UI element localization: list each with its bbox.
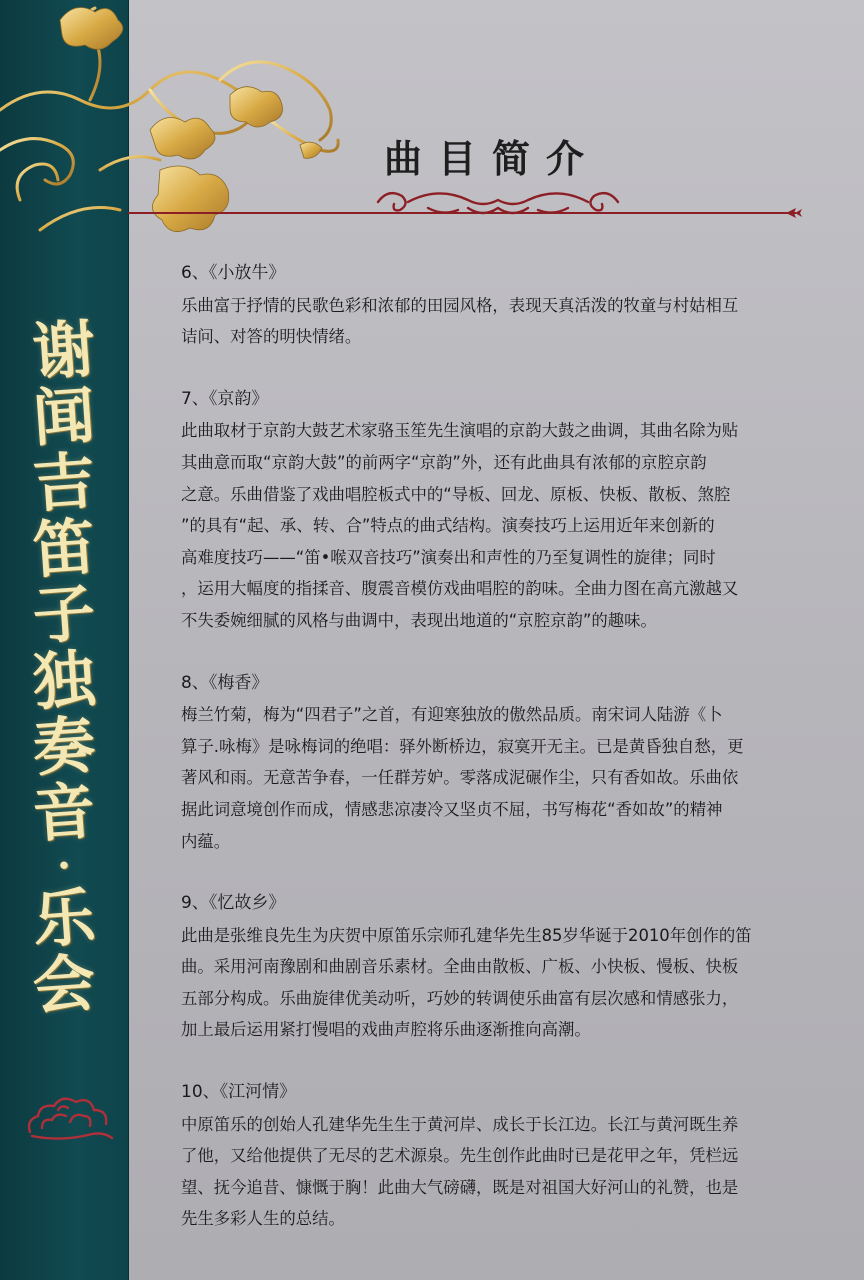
description-line: 望、抚今追昔、慷慨于胸！此曲大气磅礴，既是对祖国大好河山的礼赞，也是 xyxy=(181,1177,739,1197)
item-title: 9、《忆故乡》 xyxy=(181,893,286,914)
auspicious-cloud-icon xyxy=(22,1082,118,1146)
description-line: ，运用大幅度的指揉音、腹震音模仿戏曲唱腔的韵味。全曲力图在高亢激越又 xyxy=(181,579,739,599)
heading-divider xyxy=(128,212,796,214)
description-line: 之意。乐曲借鉴了戏曲唱腔板式中的“导板、回龙、原板、快板、散板、煞腔 xyxy=(181,484,731,504)
description-line: 著风和雨。无意苦争春，一任群芳妒。零落成泥碾作尘，只有香如故。乐曲依 xyxy=(181,768,739,788)
title-character: 谢 xyxy=(30,311,98,390)
arrow-tip-icon xyxy=(786,206,802,220)
program-item xyxy=(181,888,819,1046)
page-title: 曲目简介 xyxy=(383,136,600,181)
description-line: 诘问、对答的明快情绪。 xyxy=(181,327,362,347)
program-item xyxy=(181,668,819,858)
title-character: · xyxy=(55,841,73,890)
title-character: 子 xyxy=(30,575,98,654)
program-notes xyxy=(181,258,819,1266)
title-character: 吉 xyxy=(30,443,98,522)
concert-title-vertical xyxy=(14,311,114,1024)
item-title: 10、《江河情》 xyxy=(181,1082,297,1103)
program-item xyxy=(181,258,819,353)
description-line: 此曲是张维良先生为庆贺中原笛乐宗师孔建华先生85岁华诞于2010年创作的笛 xyxy=(181,925,752,945)
item-title: 8、《梅香》 xyxy=(181,672,269,693)
description-line: ”的具有“起、承、转、合”特点的曲式结构。演奏技巧上运用近年来创新的 xyxy=(181,516,715,536)
description-line: 乐曲富于抒情的民歌色彩和浓郁的田园风格，表现天真活泼的牧童与村姑相互 xyxy=(181,295,739,315)
item-title: 6、《小放牛》 xyxy=(181,263,286,283)
title-character: 独 xyxy=(30,641,98,720)
description-line: 先生多彩人生的总结。 xyxy=(181,1209,345,1229)
description-line: 加上最后运用紧打慢唱的戏曲声腔将乐曲逐渐推向高潮。 xyxy=(181,1020,591,1040)
description-line: 不失委婉细腻的风格与曲调中，表现出地道的“京腔京韵”的趣味。 xyxy=(181,610,657,630)
title-character: 音 xyxy=(30,773,98,852)
title-character: 笛 xyxy=(30,509,98,588)
program-item xyxy=(181,1077,819,1235)
description-line: 此曲取材于京韵大鼓艺术家骆玉笙先生演唱的京韵大鼓之曲调，其曲名除为贴 xyxy=(181,421,739,441)
red-scroll-ornament-icon xyxy=(368,178,628,226)
description-line: 了他，又给他提供了无尽的艺术源泉。先生创作此曲时已是花甲之年，凭栏远 xyxy=(181,1146,739,1166)
description-line: 曲。采用河南豫剧和曲剧音乐素材。全曲由散板、广板、小快板、慢板、快板 xyxy=(181,957,739,977)
title-character: 闻 xyxy=(30,377,98,456)
description-line: 五部分构成。乐曲旋律优美动听，巧妙的转调使乐曲富有层次感和情感张力， xyxy=(181,988,739,1008)
title-character: 会 xyxy=(30,945,98,1024)
description-line: 算子.咏梅》是咏梅词的绝唱：驿外断桥边，寂寞开无主。已是黄昏独自愁，更 xyxy=(181,736,744,756)
description-line: 中原笛乐的创始人孔建华先生生于黄河岸、成长于长江边。长江与黄河既生养 xyxy=(181,1114,739,1134)
program-item xyxy=(181,384,819,637)
description-line: 据此词意境创作而成，情感悲凉凄冷又坚贞不屈，书写梅花“香如故”的精神 xyxy=(181,799,723,819)
description-line: 其曲意而取“京韵大鼓”的前两字“京韵”外，还有此曲具有浓郁的京腔京韵 xyxy=(181,452,707,472)
title-character: 奏 xyxy=(30,707,98,786)
description-line: 梅兰竹菊，梅为“四君子”之首，有迎寒独放的傲然品质。南宋词人陆游《卜 xyxy=(181,705,723,725)
title-character: 乐 xyxy=(30,879,98,958)
description-line: 高难度技巧——“笛•喉双音技巧”演奏出和声性的乃至复调性的旋律；同时 xyxy=(181,547,716,567)
description-line: 内蕴。 xyxy=(181,831,231,851)
item-title: 7、《京韵》 xyxy=(181,388,269,409)
